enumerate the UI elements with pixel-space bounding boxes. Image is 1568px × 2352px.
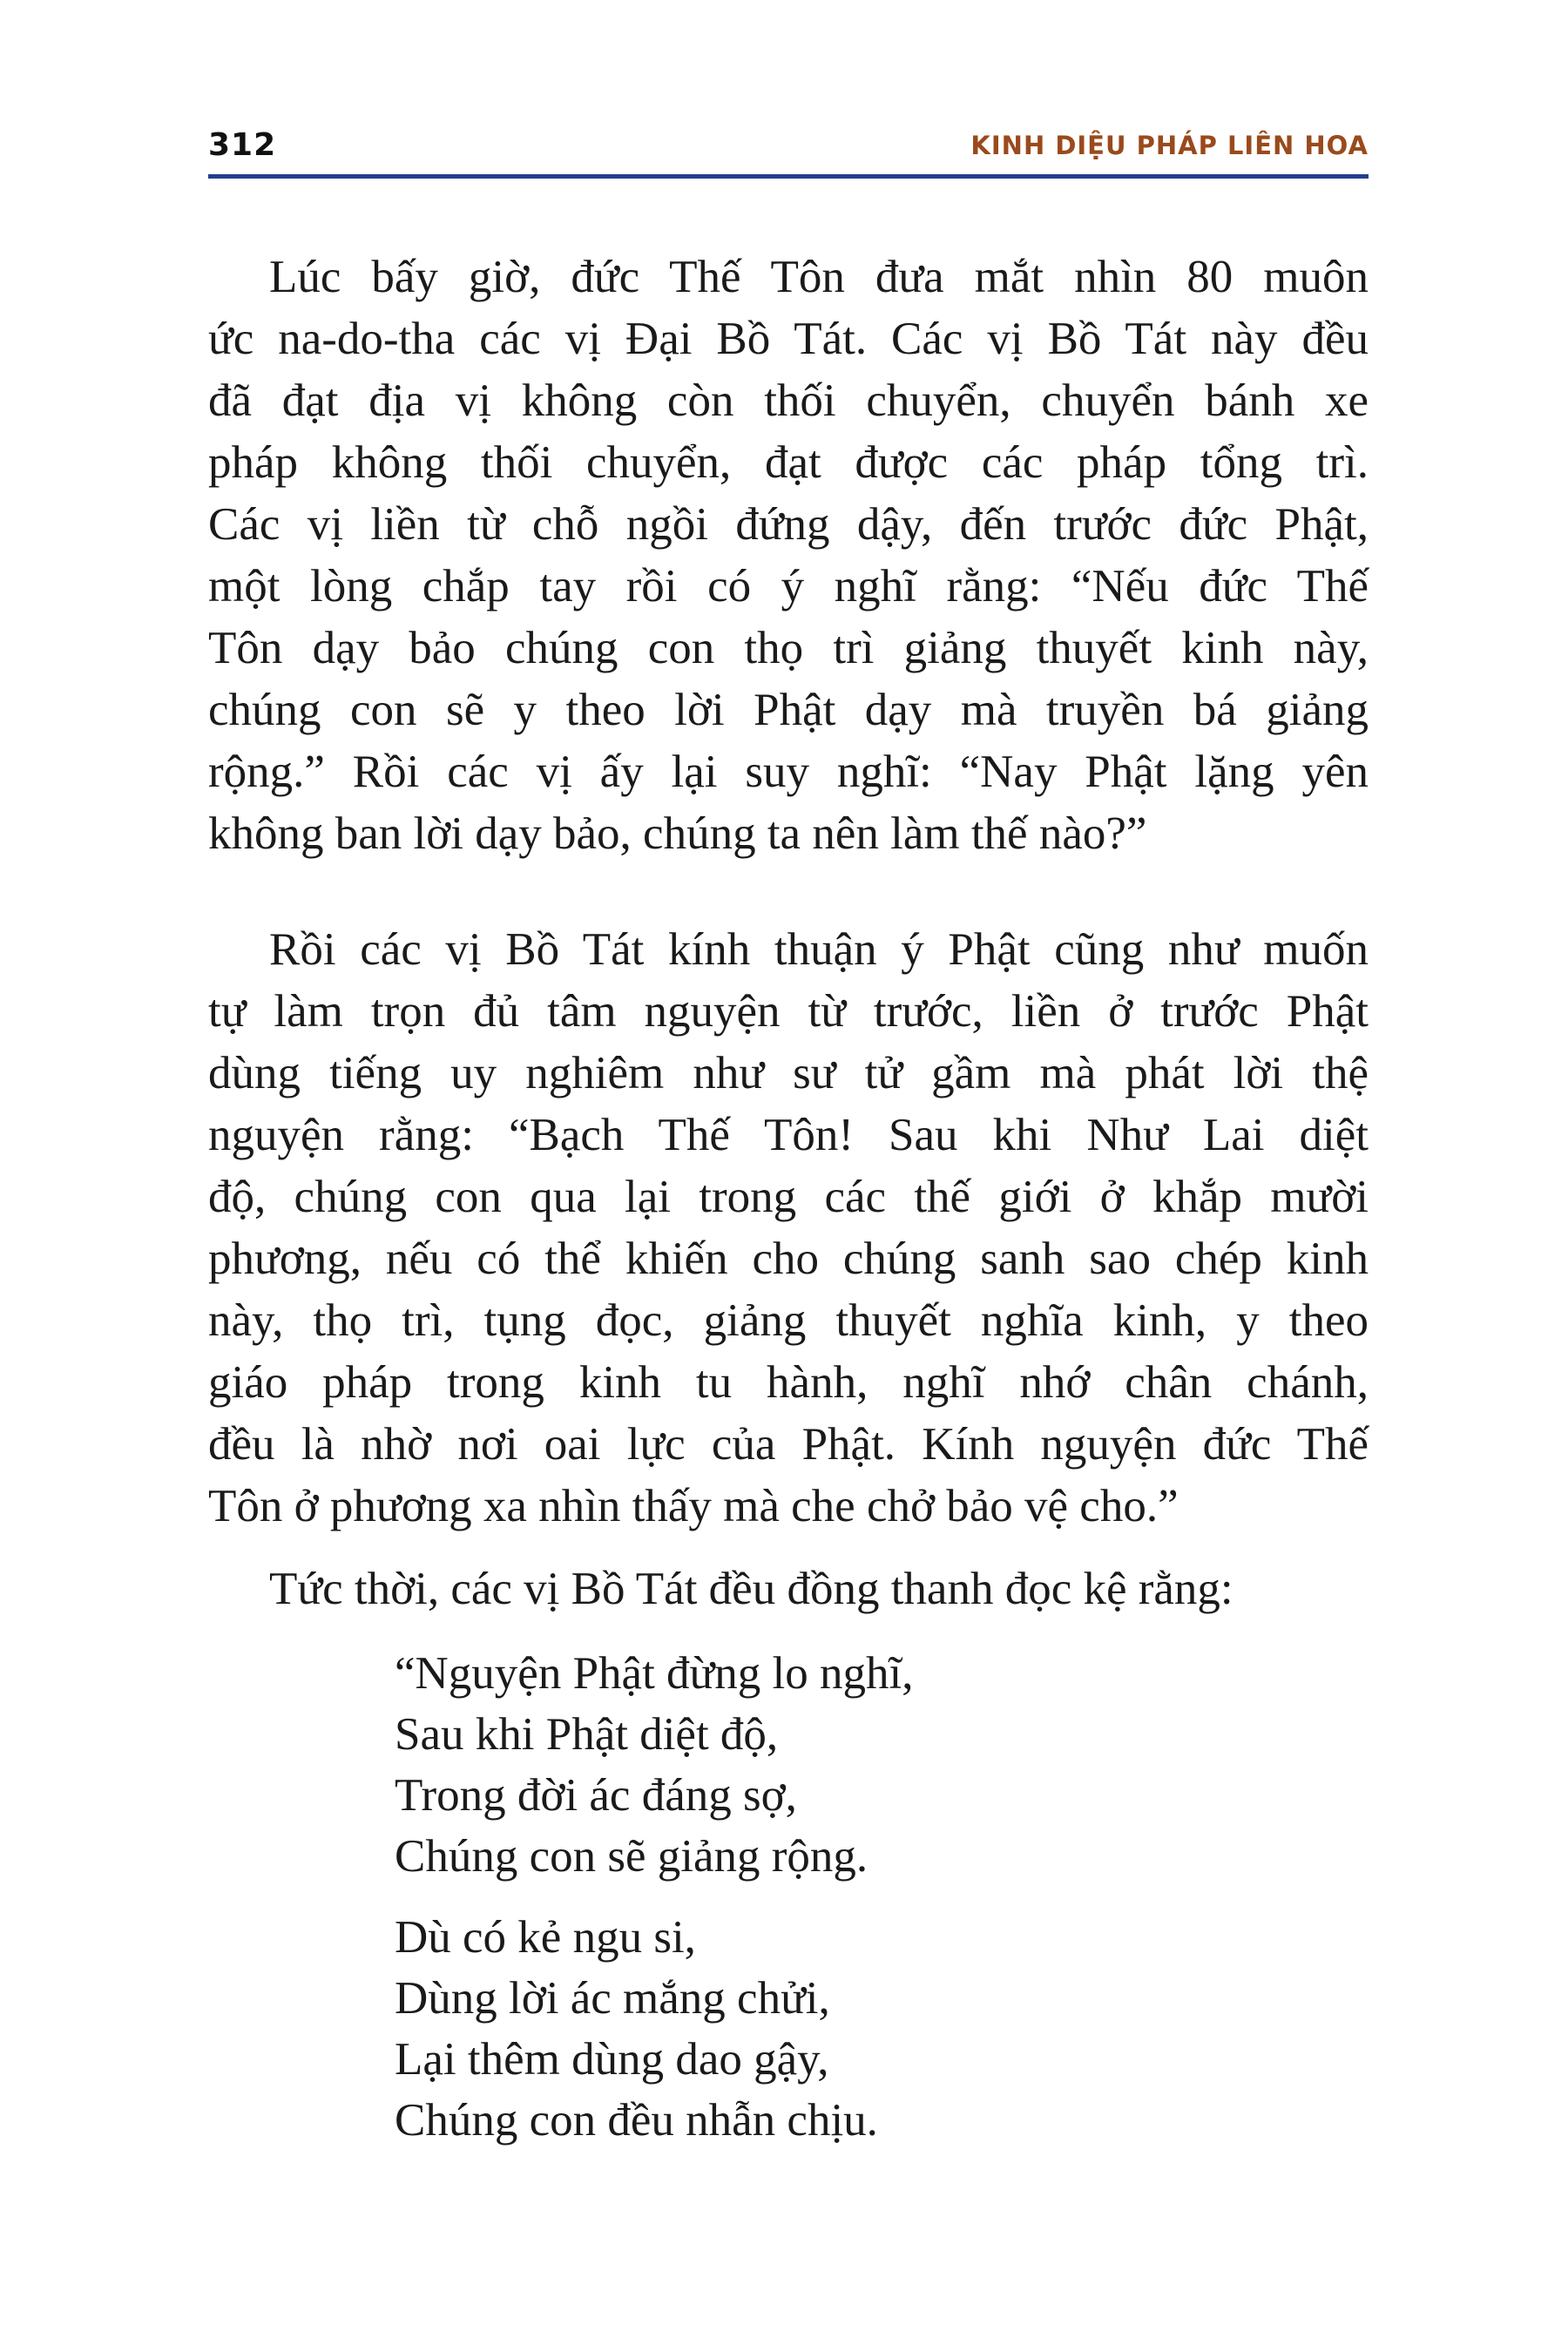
text-line: phương, nếu có thể khiến cho chúng sanh sao chép kinh — [208, 1233, 1369, 1284]
verse-line: Chúng con sẽ giảng rộng. — [395, 1831, 868, 1882]
text-line: tự làm trọn đủ tâm nguyện từ trước, liền ở trước Phật — [208, 986, 1369, 1037]
text-line: đã đạt địa vị không còn thối chuyển, chuyển bánh xe — [208, 375, 1369, 426]
verse-line: Dù có kẻ ngu si, — [395, 1912, 696, 1963]
text-line: giáo pháp trong kinh tu hành, nghĩ nhớ chân chánh, — [208, 1357, 1369, 1408]
header-rule — [208, 174, 1369, 179]
text-line: pháp không thối chuyển, đạt được các pháp tổng trì. — [208, 437, 1369, 488]
verse-stanza-1 — [395, 1643, 913, 1887]
text-line: Tôn ở phương xa nhìn thấy mà che chở bảo vệ cho.” — [208, 1481, 1179, 1531]
text-line: chúng con sẽ y theo lời Phật dạy mà truyền bá giảng — [208, 685, 1369, 735]
text-line: đều là nhờ nơi oai lực của Phật. Kính nguyện đức Thế — [208, 1419, 1369, 1470]
verse-line: Chúng con đều nhẫn chịu. — [395, 2095, 878, 2146]
verse-line: Sau khi Phật diệt độ, — [395, 1709, 779, 1760]
text-line: dùng tiếng uy nghiêm như sư tử gầm mà phát lời thệ — [208, 1048, 1369, 1098]
text-line: nguyện rằng: “Bạch Thế Tôn! Sau khi Như Lai diệt — [208, 1110, 1369, 1160]
running-title: KINH DIỆU PHÁP LIÊN HOA — [970, 131, 1369, 160]
verse-line: Dùng lời ác mắng chửi, — [395, 1973, 830, 2024]
text-line: ức na-do-tha các vị Đại Bồ Tát. Các vị Bồ Tát này đều — [208, 314, 1369, 364]
text-line: Rồi các vị Bồ Tát kính thuận ý Phật cũng như muốn — [269, 924, 1369, 975]
text-line: Lúc bấy giờ, đức Thế Tôn đưa mắt nhìn 80 muôn — [269, 252, 1369, 302]
paragraph-1 — [208, 247, 1369, 865]
text-line: độ, chúng con qua lại trong các thế giới ở khắp mười — [208, 1172, 1369, 1222]
text-line: này, thọ trì, tụng đọc, giảng thuyết nghĩa kinh, y theo — [208, 1295, 1369, 1346]
text-line: Các vị liền từ chỗ ngồi đứng dậy, đến trước đức Phật, — [208, 499, 1369, 550]
verse-line: Trong đời ác đáng sợ, — [395, 1770, 797, 1821]
verse-line: Lại thêm dùng dao gậy, — [395, 2034, 829, 2085]
text-line: Tức thời, các vị Bồ Tát đều đồng thanh đọc kệ rằng: — [269, 1564, 1233, 1614]
text-line: rộng.” Rồi các vị ấy lại suy nghĩ: “Nay Phật lặng yên — [208, 747, 1369, 797]
text-line: không ban lời dạy bảo, chúng ta nên làm thế nào?” — [208, 808, 1147, 859]
verse-line: “Nguyện Phật đừng lo nghĩ, — [395, 1648, 914, 1699]
page-number: 312 — [208, 127, 277, 163]
text-line: Tôn dạy bảo chúng con thọ trì giảng thuyết kinh này, — [208, 623, 1369, 673]
page-header — [208, 122, 1369, 171]
verse-stanza-2 — [395, 1907, 878, 2151]
text-line: một lòng chắp tay rồi có ý nghĩ rằng: “Nếu đức Thế — [208, 561, 1369, 612]
paragraph-3 — [208, 1558, 1369, 1620]
paragraph-2 — [208, 919, 1369, 1538]
